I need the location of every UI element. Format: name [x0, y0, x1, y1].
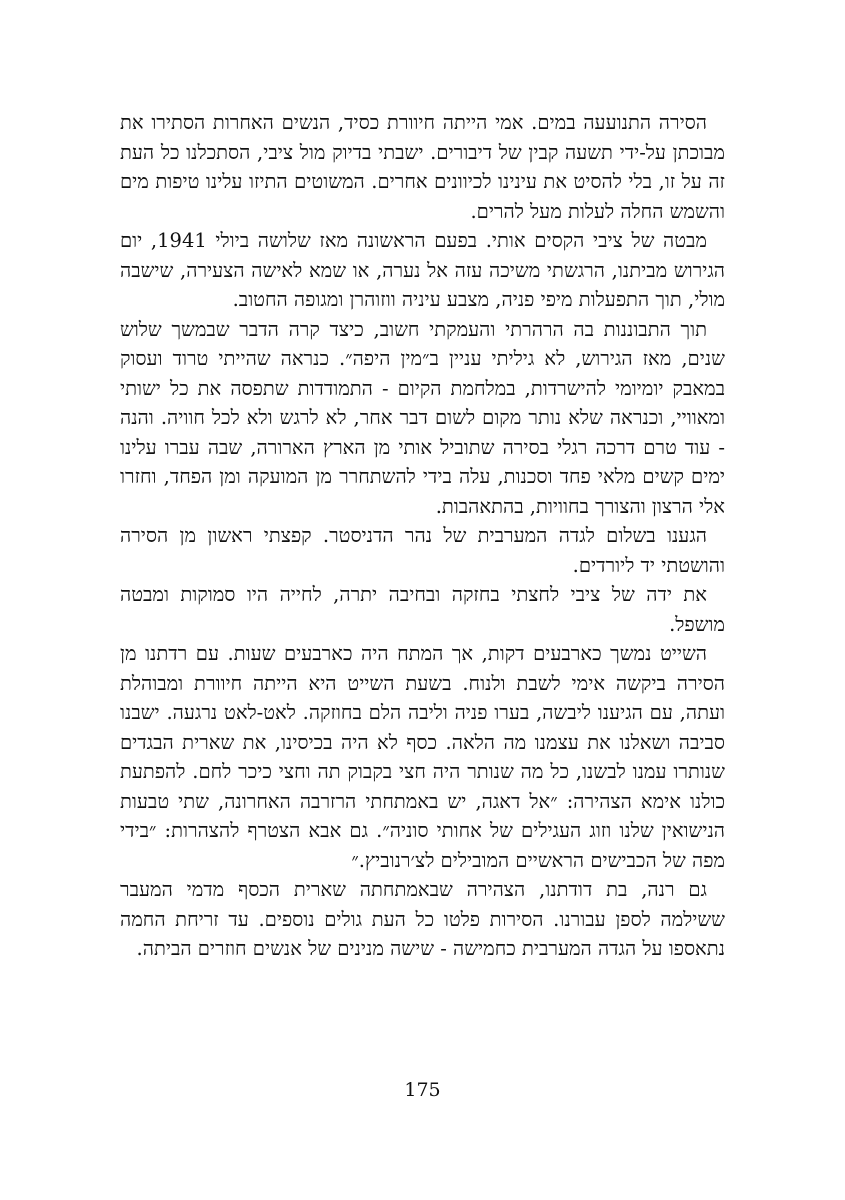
- paragraph-hand: את ידה של ציבי לחצתי בחזקה ובחיבה יתרה, לחייה היו סמוקות ומבטה מושפל.: [120, 583, 725, 636]
- body-text: [120, 108, 725, 964]
- paragraph-boat-arrival: הסירה התנועעה במים. אמי הייתה חיוורת כסיד, הנשים האחרות הסתירו את מבוכתן על-ידי תשעה קבין של דיבורים. ישבתי בדיוק מול ציבי, הסתכלנו כל העת זה על זו, בלי להסיט את עינינו לכיוונים אחרים. המשוטים התיזו עלינו טיפות מים והשמש החלה לעלות מעל להרים.: [120, 111, 725, 223]
- paragraph-reached-bank: הגענו בשלום לגדה המערבית של נהר הדניסטר. קפצתי ראשון מן הסירה והושטתי יד ליורדים.: [120, 524, 725, 577]
- paragraph-rena: גם רנה, בת דודתנו, הצהירה שבאמתחתה שארית הכסף מדמי המעבר ששילמה לספן עבורנו. הסירות פלטו כל העת גולים נוספים. עד זריחת החמה נתאספו על הגדה המערבית כחמישה - שישה מנינים של אנשים חוזרים הביתה.: [120, 878, 725, 960]
- paragraph-crossing: השייט נמשך כארבעים דקות, אך המתח היה כארבעים שעות. עם רדתנו מן הסירה ביקשה אימי לשבת ולנוח. בשעת השייט היא הייתה חיוורת ומבוהלת ועתה, עם הגיענו ליבשה, בערו פניה וליבה הלם בחוזקה. לאט-לאט נרגעה. ישבנו סביבה ושאלנו את עצמנו מה הלאה. כסף לא היה בכיסינו, את שארית הבגדים שנותרו עמנו לבשנו, כל מה שנותר היה חצי בקבוק תה וחצי כיכר לחם. להפתעת כולנו אימא הצהירה: ״אל דאגה, יש באמתחתי הרזרבה האחרונה, שתי טבעות הנישואין שלנו וזוג העגילים של אחותי סוניה״. גם אבא הצטרף להצהרות: ״בידי מפה של הכבישים הראשיים המובילים לצ׳רנוביץ.״: [120, 642, 725, 872]
- paragraph-tsivi-gaze: מבטה של ציבי הקסים אותי. בפעם הראשונה מאז שלושה ביולי 1941, יום הגירוש מביתנו, הרגשתי משיכה עזה אל נערה, או שמא לאישה הצעירה, שישבה מולי, תוך התפעלות מיפי פניה, מצבע עיניה ווזוהרן ומגופה החטוב.: [120, 229, 725, 311]
- page-number: 175: [404, 1079, 441, 1101]
- paragraph-reflection: תוך התבוננות בה הרהרתי והעמקתי חשוב, כיצד קרה הדבר שבמשך שלוש שנים, מאז הגירוש, לא גיליתי עניין ב״מין היפה״. כנראה שהייתי טרוד ועסוק במאבק יומיומי להישרדות, במלחמת הקיום - התמודדות שתפסה את כל ישותי ומאוויי, וכנראה שלא נותר מקום לשום דבר אחר, לא לרגש ולא לכל חוויה. והנה - עוד טרם דרכה רגלי בסירה שתוביל אותי מן הארץ הארורה, שבה עברו עלינו ימים קשים מלאי פחד וסכנות, עלה בידי להשתחרר מן המועקה ומן הפחד, וחזרו אלי הרצון והצורך בחוויות, בהתאהבות.: [120, 317, 725, 518]
